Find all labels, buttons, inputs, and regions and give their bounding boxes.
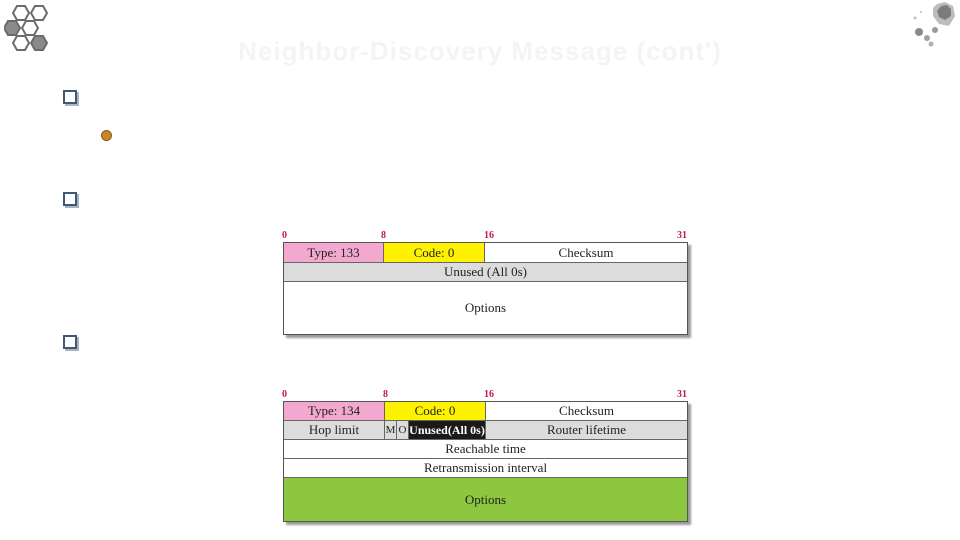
message-frame (283, 242, 688, 335)
bit-number: 0 (282, 230, 287, 241)
router-advertisement-diagram (283, 389, 688, 524)
unused-field: Unused(All 0s) (409, 421, 486, 440)
unused-field: Unused (All 0s) (284, 263, 687, 282)
o-flag-field: O (397, 421, 409, 440)
options-field: Options (284, 478, 687, 521)
router-solicitation-diagram (283, 230, 688, 340)
bullet-square-icon (63, 335, 77, 349)
code-field: Code: 0 (384, 243, 485, 263)
bit-number: 16 (484, 230, 494, 241)
bullet-dot-icon (101, 130, 112, 141)
checksum-field: Checksum (486, 402, 687, 421)
options-field: Options (284, 282, 687, 334)
type-field: Type: 134 (284, 402, 385, 421)
bit-number: 8 (383, 389, 388, 400)
bit-number: 16 (484, 389, 494, 400)
type-field: Type: 133 (284, 243, 384, 263)
bullet-square-icon (63, 90, 77, 104)
reachable-time-field: Reachable time (284, 440, 687, 459)
message-frame (283, 401, 688, 522)
bit-number: 0 (282, 389, 287, 400)
bit-number: 8 (381, 230, 386, 241)
code-field: Code: 0 (385, 402, 486, 421)
checksum-field: Checksum (485, 243, 687, 263)
bit-number: 31 (677, 389, 687, 400)
retransmission-interval-field: Retransmission interval (284, 459, 687, 478)
router-lifetime-field: Router lifetime (486, 421, 687, 440)
hop-limit-field: Hop limit (284, 421, 385, 440)
bullet-square-icon (63, 192, 77, 206)
m-flag-field: M (385, 421, 397, 440)
bit-number: 31 (677, 230, 687, 241)
slide-title: Neighbor-Discovery Message (cont') (238, 36, 722, 66)
